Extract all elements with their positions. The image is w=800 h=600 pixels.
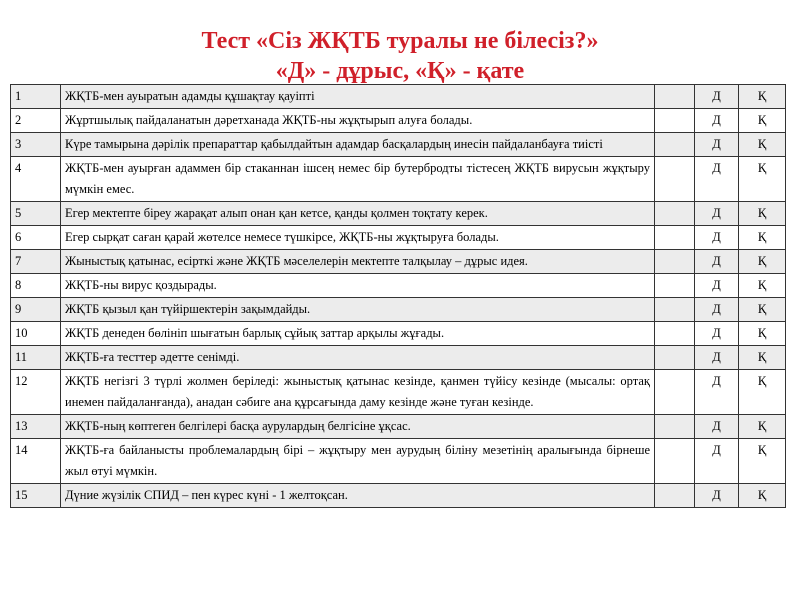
answer-true-cell[interactable]: Д <box>695 439 739 484</box>
blank-cell <box>655 202 695 226</box>
answer-true-cell[interactable]: Д <box>695 133 739 157</box>
answer-true-cell[interactable]: Д <box>695 226 739 250</box>
answer-false-cell[interactable]: Қ <box>739 85 786 109</box>
blank-cell <box>655 109 695 133</box>
blank-cell <box>655 322 695 346</box>
answer-true-cell[interactable]: Д <box>695 157 739 202</box>
answer-true-cell[interactable]: Д <box>695 415 739 439</box>
table-row <box>11 415 786 439</box>
answer-false-cell[interactable]: Қ <box>739 133 786 157</box>
question-statement: ЖҚТБ-мен ауыратын адамды құшақтау қауіпті <box>61 85 655 109</box>
quiz-table <box>10 84 786 508</box>
answer-false-cell[interactable]: Қ <box>739 109 786 133</box>
question-number: 13 <box>11 415 61 439</box>
blank-cell <box>655 157 695 202</box>
question-statement: Егер сырқат саған қарай жөтелсе немесе түшкірсе, ЖҚТБ-ны жұқтыруға болады. <box>61 226 655 250</box>
table-row <box>11 250 786 274</box>
answer-true-cell[interactable]: Д <box>695 370 739 415</box>
table-row <box>11 346 786 370</box>
question-number: 11 <box>11 346 61 370</box>
answer-false-cell[interactable]: Қ <box>739 415 786 439</box>
title-line-1: Тест «Сіз ЖҚТБ туралы не білесіз?» <box>201 28 599 54</box>
table-row <box>11 274 786 298</box>
page-title <box>0 26 800 86</box>
answer-false-cell[interactable]: Қ <box>739 298 786 322</box>
question-statement: ЖҚТБ денеден бөлініп шығатын барлық сұйық заттар арқылы жұғады. <box>61 322 655 346</box>
answer-false-cell[interactable]: Қ <box>739 484 786 508</box>
question-number: 12 <box>11 370 61 415</box>
question-statement: Дүние жүзілік СПИД – пен күрес күні - 1 желтоқсан. <box>61 484 655 508</box>
quiz-table-body <box>11 85 786 508</box>
question-statement: Күре тамырына дәрілік препараттар қабылдайтын адамдар басқалардың инесін пайдаланбауға тиісті <box>61 133 655 157</box>
table-row <box>11 484 786 508</box>
question-number: 5 <box>11 202 61 226</box>
blank-cell <box>655 133 695 157</box>
answer-false-cell[interactable]: Қ <box>739 439 786 484</box>
blank-cell <box>655 415 695 439</box>
answer-true-cell[interactable]: Д <box>695 85 739 109</box>
question-statement: Егер мектепте біреу жарақат алып онан қан кетсе, қанды қолмен тоқтату керек. <box>61 202 655 226</box>
question-number: 6 <box>11 226 61 250</box>
answer-false-cell[interactable]: Қ <box>739 322 786 346</box>
blank-cell <box>655 85 695 109</box>
table-row <box>11 370 786 415</box>
answer-true-cell[interactable]: Д <box>695 298 739 322</box>
question-statement: Жұртшылық пайдаланатын дәретханада ЖҚТБ-ны жұқтырып алуға болады. <box>61 109 655 133</box>
table-row <box>11 85 786 109</box>
question-statement: ЖҚТБ-ға байланысты проблемалардың бірі – жұқтыру мен аурудың біліну мезетінің аралығында бірнеше жыл өтуі мүмкін. <box>61 439 655 484</box>
question-number: 14 <box>11 439 61 484</box>
answer-false-cell[interactable]: Қ <box>739 274 786 298</box>
table-row <box>11 202 786 226</box>
question-number: 3 <box>11 133 61 157</box>
blank-cell <box>655 370 695 415</box>
question-statement: ЖҚТБ-мен ауырған адаммен бір стаканнан ішсең немес бір бутербродты тістесең ЖҚТБ вирусын жұқтыру мүмкін емес. <box>61 157 655 202</box>
blank-cell <box>655 250 695 274</box>
question-number: 10 <box>11 322 61 346</box>
blank-cell <box>655 274 695 298</box>
question-statement: ЖҚТБ-ның көптеген белгілері басқа аурулардың белгісіне ұқсас. <box>61 415 655 439</box>
question-number: 8 <box>11 274 61 298</box>
table-row <box>11 439 786 484</box>
answer-false-cell[interactable]: Қ <box>739 346 786 370</box>
question-statement: ЖҚТБ қызыл қан түйіршектерін зақымдайды. <box>61 298 655 322</box>
table-row <box>11 109 786 133</box>
answer-false-cell[interactable]: Қ <box>739 157 786 202</box>
question-statement: ЖҚТБ-ны вирус қоздырады. <box>61 274 655 298</box>
blank-cell <box>655 346 695 370</box>
blank-cell <box>655 439 695 484</box>
answer-true-cell[interactable]: Д <box>695 346 739 370</box>
answer-true-cell[interactable]: Д <box>695 484 739 508</box>
question-statement: ЖҚТБ негізгі 3 түрлі жолмен беріледі: жыныстық қатынас кезінде, қанмен түйісу кезінде (мысалы: ортақ инемен пайдаланғанда), анадан сәбиге ана құрсағында даму кезінде және туған кезінде. <box>61 370 655 415</box>
answer-true-cell[interactable]: Д <box>695 202 739 226</box>
question-number: 1 <box>11 85 61 109</box>
answer-true-cell[interactable]: Д <box>695 322 739 346</box>
answer-true-cell[interactable]: Д <box>695 109 739 133</box>
table-row <box>11 226 786 250</box>
question-statement: Жыныстық қатынас, есірткі және ЖҚТБ мәселелерін мектепте талқылау – дұрыс идея. <box>61 250 655 274</box>
answer-false-cell[interactable]: Қ <box>739 202 786 226</box>
question-number: 9 <box>11 298 61 322</box>
answer-false-cell[interactable]: Қ <box>739 370 786 415</box>
table-row <box>11 322 786 346</box>
answer-false-cell[interactable]: Қ <box>739 226 786 250</box>
table-row <box>11 157 786 202</box>
question-statement: ЖҚТБ-ға тесттер әдетте сенімді. <box>61 346 655 370</box>
question-number: 7 <box>11 250 61 274</box>
blank-cell <box>655 298 695 322</box>
question-number: 15 <box>11 484 61 508</box>
question-number: 2 <box>11 109 61 133</box>
answer-true-cell[interactable]: Д <box>695 250 739 274</box>
title-line-2: «Д» - дұрыс, «Қ» - қате <box>275 58 525 84</box>
table-row <box>11 298 786 322</box>
table-row <box>11 133 786 157</box>
answer-true-cell[interactable]: Д <box>695 274 739 298</box>
answer-false-cell[interactable]: Қ <box>739 250 786 274</box>
blank-cell <box>655 484 695 508</box>
blank-cell <box>655 226 695 250</box>
question-number: 4 <box>11 157 61 202</box>
